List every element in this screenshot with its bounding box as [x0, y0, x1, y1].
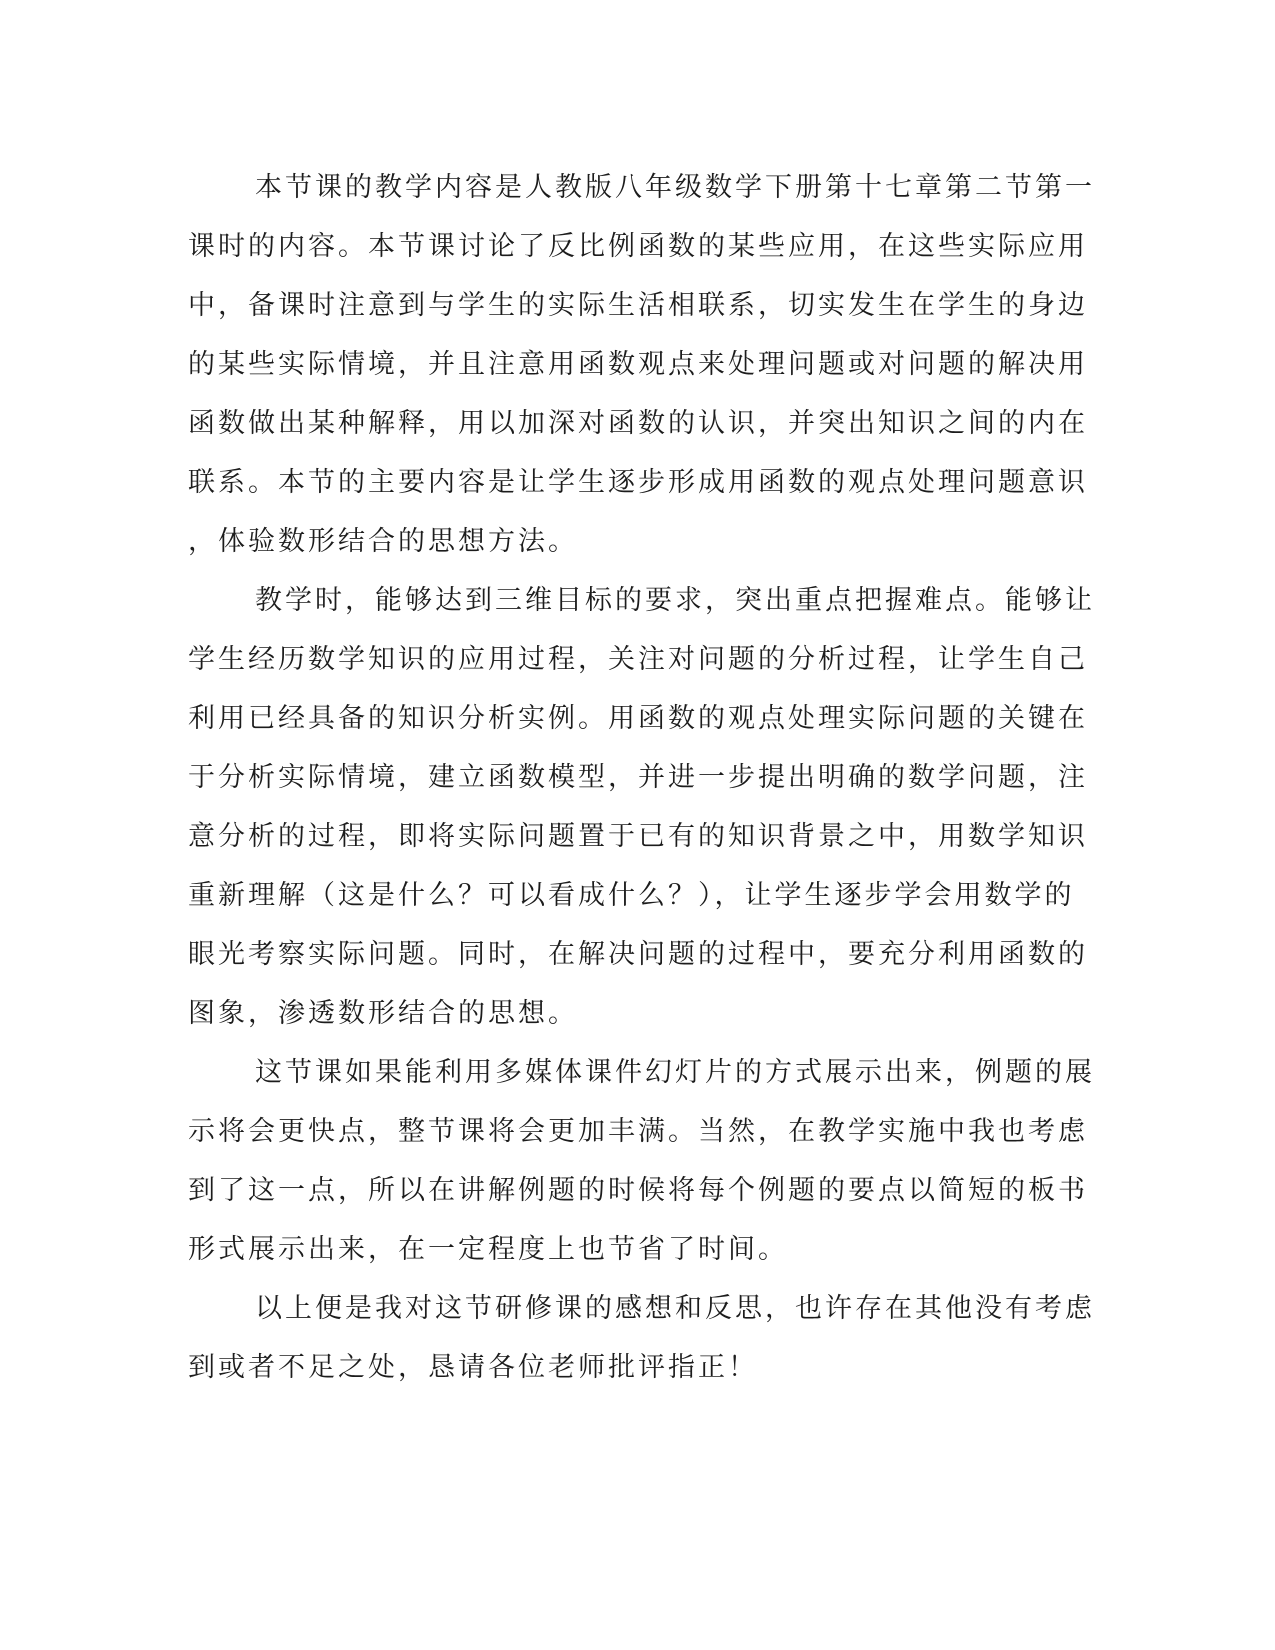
paragraph-line: 于分析实际情境，建立函数模型，并进一步提出明确的数学问题，注	[188, 762, 1088, 793]
paragraph-line: 函数做出某种解释，用以加深对函数的认识，并突出知识之间的内在	[188, 408, 1088, 439]
paragraph-line: 形式展示出来，在一定程度上也节省了时间。	[188, 1234, 788, 1265]
paragraph-line: 意分析的过程，即将实际问题置于已有的知识背景之中，用数学知识	[188, 821, 1088, 852]
paragraph-1	[188, 158, 1095, 571]
paragraph-line: 课时的内容。本节课讨论了反比例函数的某些应用，在这些实际应用	[188, 231, 1088, 262]
paragraph-line: 教学时，能够达到三维目标的要求，突出重点把握难点。能够让	[255, 585, 1095, 616]
paragraph-line: 这节课如果能利用多媒体课件幻灯片的方式展示出来，例题的展	[255, 1057, 1095, 1088]
paragraph-4	[188, 1279, 1095, 1397]
paragraph-line: 重新理解（这是什么？可以看成什么？），让学生逐步学会用数学的	[188, 880, 1075, 911]
paragraph-line: 利用已经具备的知识分析实例。用函数的观点处理实际问题的关键在	[188, 703, 1088, 734]
paragraph-line: 图象，渗透数形结合的思想。	[188, 998, 578, 1029]
document-body	[188, 158, 1095, 1397]
paragraph-line: 学生经历数学知识的应用过程，关注对问题的分析过程，让学生自己	[188, 644, 1088, 675]
paragraph-line: 中，备课时注意到与学生的实际生活相联系，切实发生在学生的身边	[188, 290, 1088, 321]
paragraph-2	[188, 571, 1095, 1043]
paragraph-3	[188, 1043, 1095, 1279]
paragraph-line: 以上便是我对这节研修课的感想和反思，也许存在其他没有考虑	[255, 1293, 1095, 1324]
paragraph-line: 到了这一点，所以在讲解例题的时候将每个例题的要点以简短的板书	[188, 1175, 1088, 1206]
paragraph-line: 的某些实际情境，并且注意用函数观点来处理问题或对问题的解决用	[188, 349, 1088, 380]
paragraph-line: 联系。本节的主要内容是让学生逐步形成用函数的观点处理问题意识	[188, 467, 1088, 498]
paragraph-line: 眼光考察实际问题。同时，在解决问题的过程中，要充分利用函数的	[188, 939, 1088, 970]
paragraph-line: 示将会更快点，整节课将会更加丰满。当然，在教学实施中我也考虑	[188, 1116, 1088, 1147]
paragraph-line: 本节课的教学内容是人教版八年级数学下册第十七章第二节第一	[255, 172, 1095, 203]
paragraph-line: ，体验数形结合的思想方法。	[188, 526, 578, 557]
paragraph-line: 到或者不足之处，恳请各位老师批评指正！	[188, 1352, 758, 1383]
